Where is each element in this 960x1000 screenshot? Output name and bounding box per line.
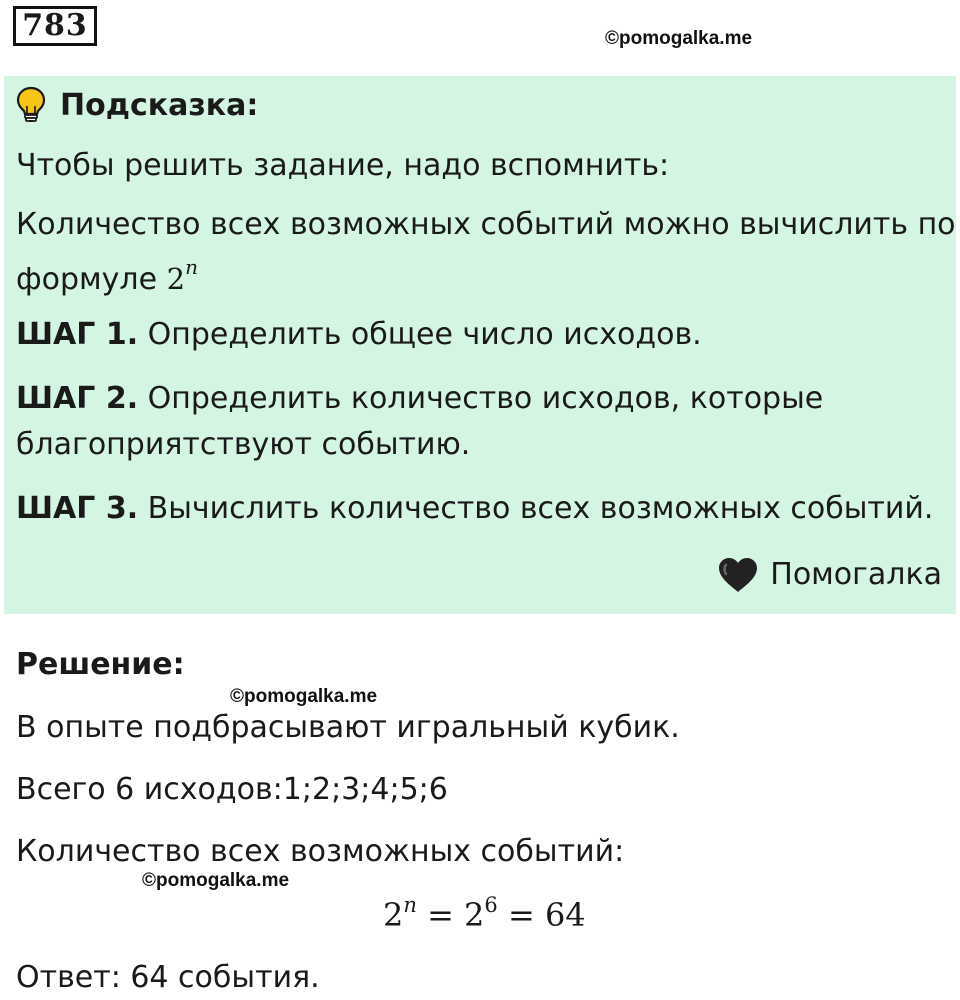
step-2-label: ШАГ 2. [16, 381, 139, 416]
solution-line-2: Всего 6 исходов:1;2;3;4;5;6 [16, 772, 448, 807]
hint-step-2-cont: благоприятствуют событию. [16, 427, 471, 462]
solution-title: Решение: [16, 647, 185, 682]
formula-exp-2: 6 [484, 893, 498, 917]
solution-formula [383, 893, 586, 941]
lightbulb-icon [16, 86, 46, 124]
hint-formula-line2 [16, 249, 198, 302]
brand-signature [716, 553, 942, 597]
formula-base-1: 2 [383, 896, 404, 934]
hint-step-3 [16, 487, 933, 531]
solution-line-3: Количество всех возможных событий: [16, 834, 625, 869]
hint-step-2 [16, 377, 823, 421]
hint-step-1 [16, 313, 702, 357]
formula-eq-2: = [497, 896, 545, 934]
watermark-middle: ©pomogalka.me [230, 686, 378, 707]
hint-title: Подсказка: [60, 87, 259, 123]
formula-result: 64 [544, 896, 586, 934]
hint-title-row [16, 85, 258, 125]
hint-formula-text: формуле [16, 262, 167, 297]
hint-formula-line1: Количество всех возможных событий можно вычислить по [16, 207, 956, 242]
step-3-label: ШАГ 3. [16, 491, 139, 526]
solution-line-1: В опыте подбрасывают игральный кубик. [16, 710, 680, 745]
heart-icon [716, 555, 760, 595]
brand-name: Помогалка [770, 557, 942, 592]
step-3-text: Вычислить количество всех возможных событий. [138, 491, 934, 526]
formula-base-2: 2 [464, 896, 485, 934]
step-1-label: ШАГ 1. [16, 317, 139, 352]
hint-formula-base: 2 [166, 262, 186, 296]
formula-exp-1: n [403, 893, 417, 917]
task-number-badge: 783 [13, 6, 97, 46]
hint-intro: Чтобы решить задание, надо вспомнить: [16, 148, 670, 183]
answer-line: Ответ: 64 события. [16, 960, 320, 995]
step-1-text: Определить общее число исходов. [138, 317, 702, 352]
watermark-lower: ©pomogalka.me [142, 870, 290, 891]
hint-formula-exponent: n [185, 255, 198, 279]
watermark-top: ©pomogalka.me [605, 28, 753, 49]
step-2-text: Определить количество исходов, которые [138, 381, 824, 416]
formula-eq-1: = [416, 896, 465, 934]
